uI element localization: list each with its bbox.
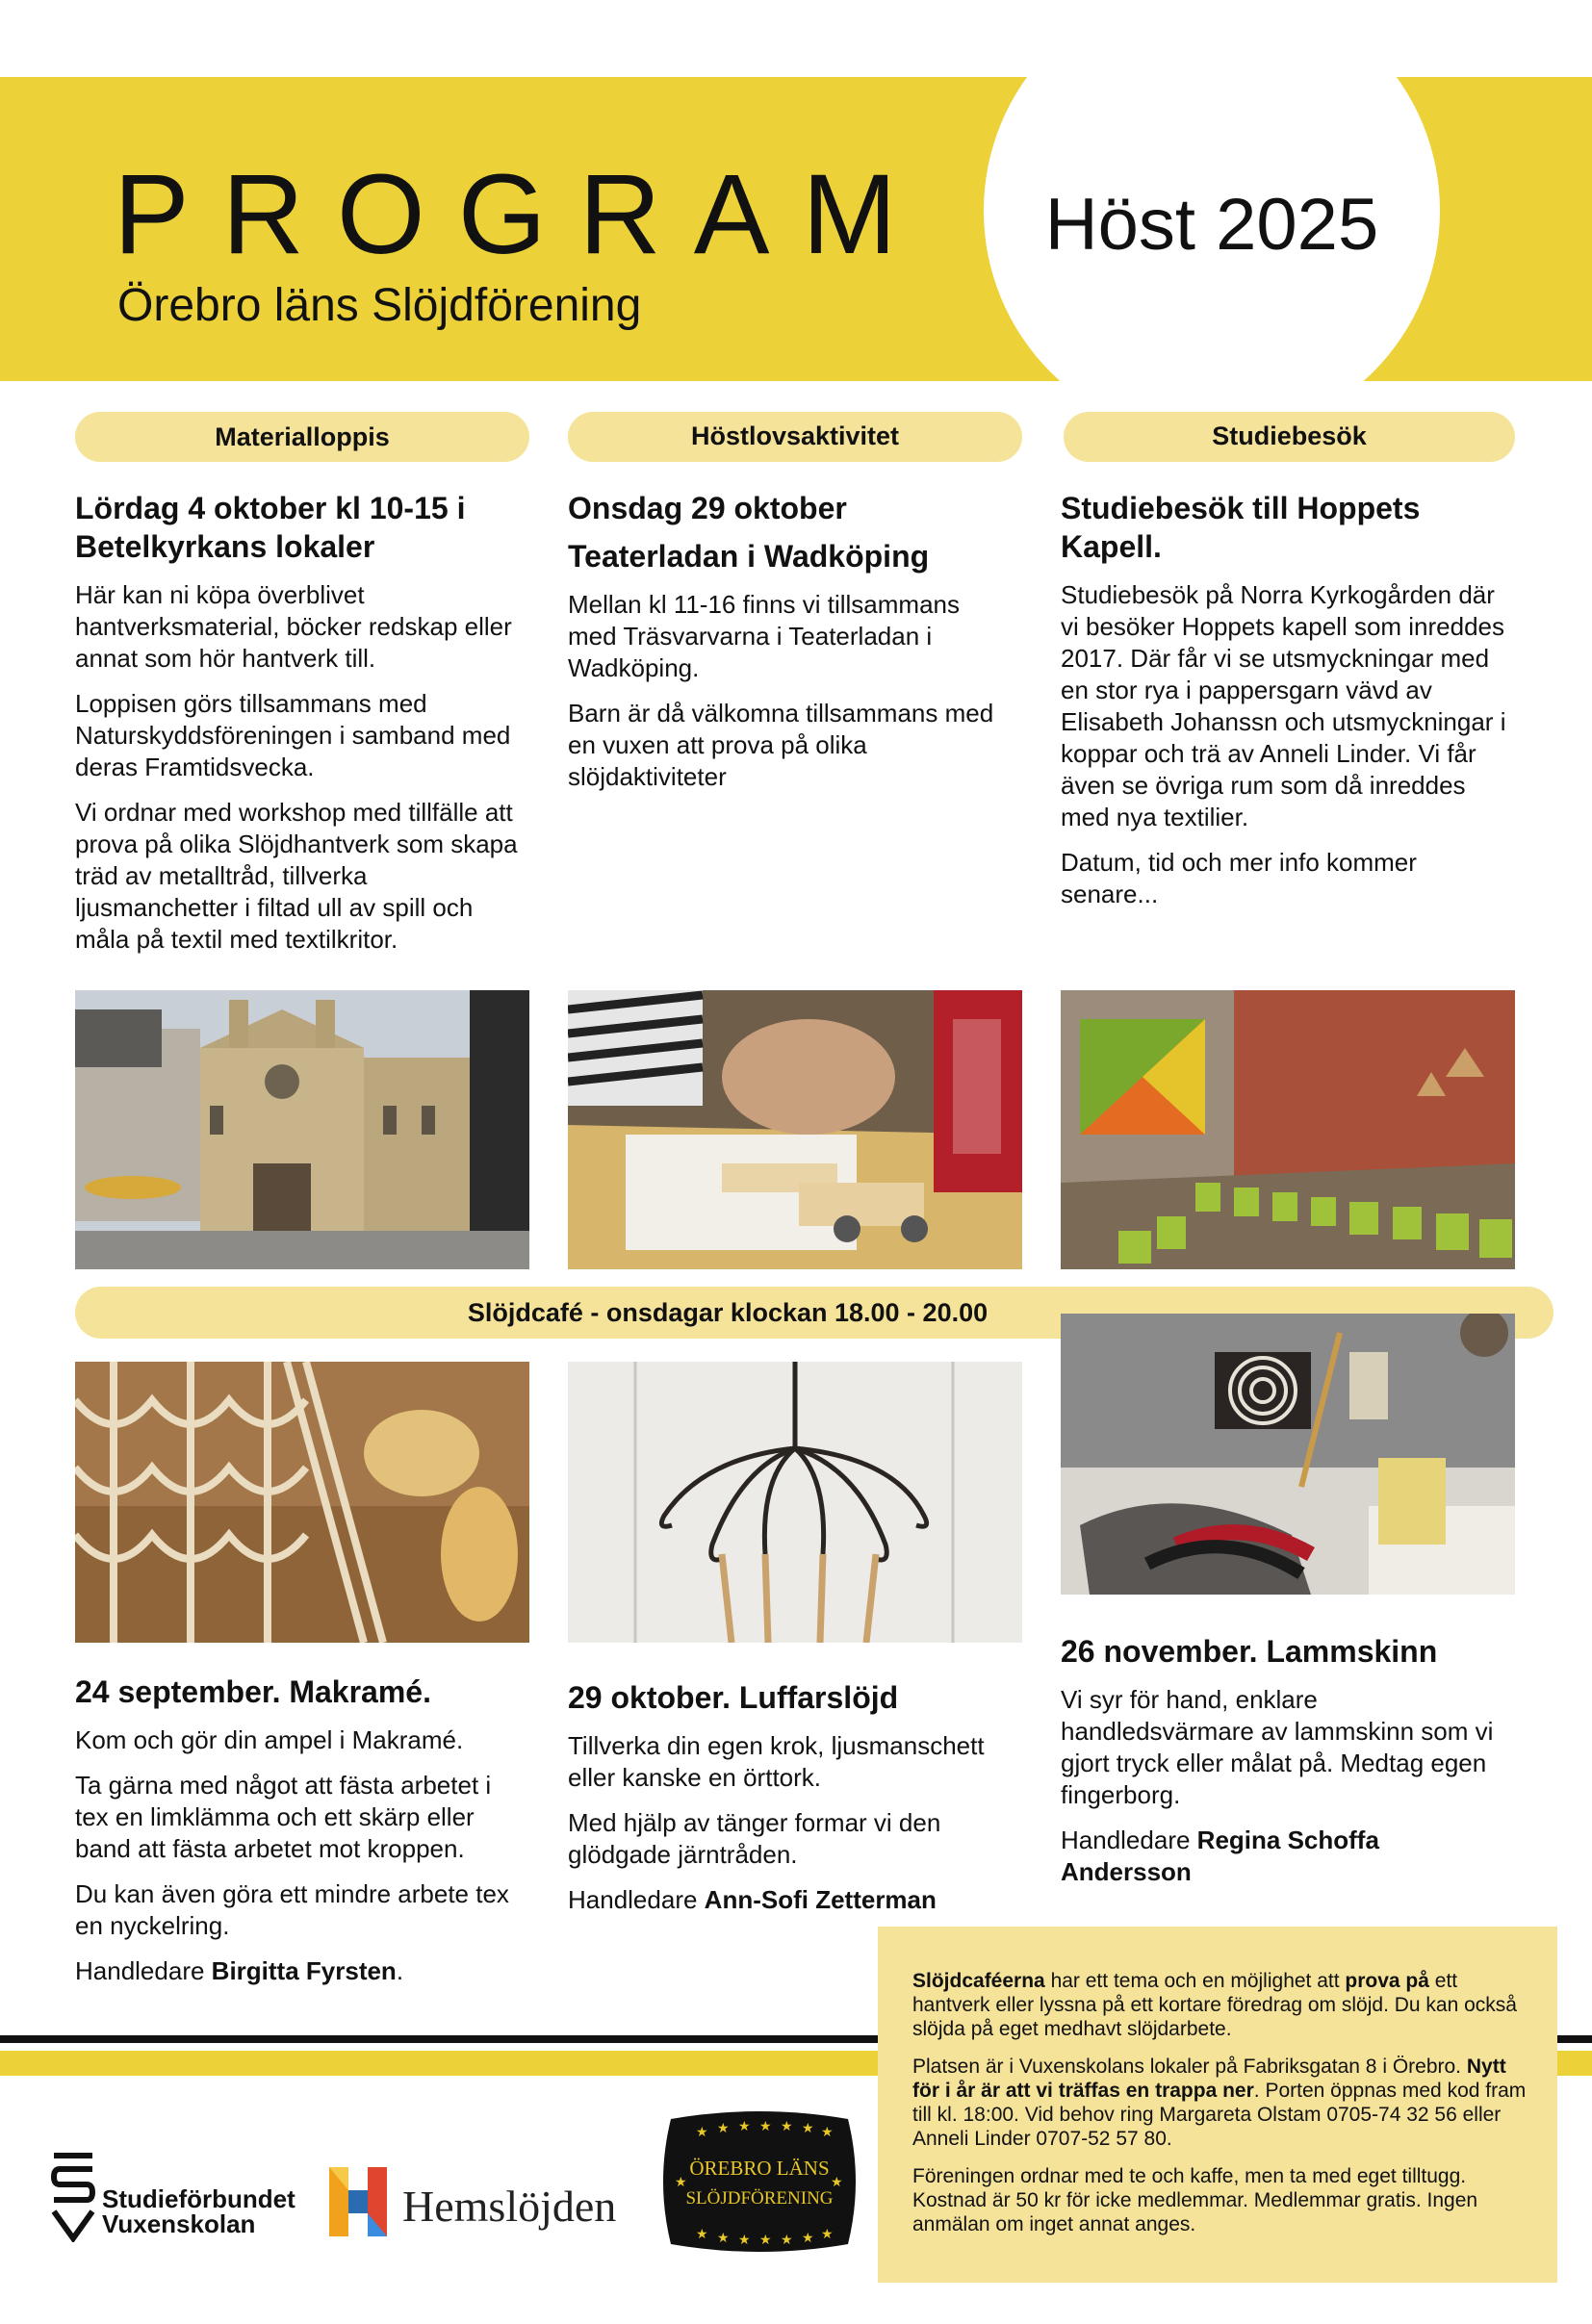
tag-hostlov: Höstlovsaktivitet <box>568 412 1022 462</box>
info-text: ett hantverk eller lyssna på ett kortare föredrag om slöjd. Du kan också slöjda på eget medhavt slöjdarbete. <box>912 1970 1517 2040</box>
info-text: . Porten öppnas med kod fram till kl. 18:00. Vid behov ring Margareta Olstam 0705-74 32 56 eller Anneli Linder 0707-52 57 80. <box>912 2080 1527 2150</box>
svg-text:★: ★ <box>675 2176 687 2190</box>
season-label: Höst 2025 <box>1044 184 1379 266</box>
svg-text:★: ★ <box>802 2232 814 2246</box>
session-heading: 24 september. Makramé. <box>75 1674 431 1709</box>
organization-name: Örebro läns Slöjdförening <box>117 280 642 331</box>
ols-line2: SLÖJDFÖRENING <box>685 2188 834 2209</box>
session-paragraph: Vi syr för hand, enklare handledsvärmare av lammskinn som vi gjort tryck eller målat på. Medtag egen fingerborg. <box>1061 1685 1494 1809</box>
session-heading: 26 november. Lammskinn <box>1061 1634 1438 1669</box>
hemslojden-logo <box>329 2163 637 2240</box>
event-heading: Lördag 4 oktober kl 10-15 i Betelkyrkans lokaler <box>75 491 466 564</box>
session-leader <box>75 1955 529 1987</box>
svg-text:★: ★ <box>717 2122 730 2136</box>
tag-studiebesok: Studiebesök <box>1064 412 1515 462</box>
svg-text:★: ★ <box>759 2120 772 2134</box>
leader-label: Handledare <box>1061 1826 1191 1854</box>
svg-text:★: ★ <box>738 2234 751 2248</box>
svg-text:★: ★ <box>759 2234 772 2248</box>
event-hostlov <box>568 489 1011 806</box>
event-studiebesok <box>1061 489 1513 924</box>
photo-makrame <box>75 1362 529 1643</box>
event-heading: Onsdag 29 oktober <box>568 491 847 525</box>
sv-line1: Studieförbundet <box>102 2184 295 2213</box>
event-heading: Studiebesök till Hoppets Kapell. <box>1061 491 1421 564</box>
info-paragraph-1 <box>912 1969 1530 2041</box>
photo-lammskinn <box>1061 1314 1515 1595</box>
session-paragraph: Kom och gör din ampel i Makramé. <box>75 1725 464 1754</box>
event-subheading: Teaterladan i Wadköping <box>568 539 930 574</box>
photo-hoppets-kapell <box>1061 990 1515 1269</box>
session-leader <box>568 1884 1022 1916</box>
session-luffarslojd <box>568 1678 1022 1929</box>
orebro-lans-slojdforening-logo <box>657 2109 861 2254</box>
leader-label: Handledare <box>75 1956 205 1985</box>
info-bold: Nytt för i år är att vi träffas en trappa ner <box>912 2056 1506 2102</box>
svg-text:★: ★ <box>821 2126 834 2140</box>
svg-text:★: ★ <box>802 2122 814 2136</box>
session-leader <box>1061 1825 1515 1888</box>
event-paragraph: Vi ordnar med workshop med tillfälle att prova på olika Slöjdhantverk som skapa träd av metalltråd, tillverka ljusmanchetter i filtad ull av spill och måla på textil med textilkritor. <box>75 798 518 954</box>
event-paragraph: Loppisen görs tillsammans med Naturskyddsföreningen i samband med deras Framtidsvecka. <box>75 689 511 781</box>
info-paragraph-3: Föreningen ordnar med te och kaffe, men ta med eget tilltugg. Kostnad är 50 kr för icke medlemmar. Medlemmar gratis. Ingen anmälan om inget annat anges. <box>912 2165 1478 2235</box>
leader-suffix: . <box>396 1956 404 1985</box>
info-bold: Slöjdcaféerna <box>912 1970 1045 1992</box>
svg-text:★: ★ <box>696 2126 708 2140</box>
tag-materialloppis: Materialloppis <box>75 412 529 462</box>
info-bold: prova på <box>1345 1970 1429 1992</box>
svg-text:★: ★ <box>831 2176 843 2190</box>
svg-text:★: ★ <box>738 2120 751 2134</box>
ols-line1: ÖREBRO LÄNS <box>689 2157 830 2180</box>
svg-text:★: ★ <box>781 2120 793 2134</box>
session-lammskinn <box>1061 1632 1515 1902</box>
session-paragraph: Du kan även göra ett mindre arbete tex en nyckelring. <box>75 1879 509 1940</box>
info-paragraph-2 <box>912 2055 1530 2151</box>
info-text: har ett tema och en möjlighet att <box>1044 1970 1346 1992</box>
leader-name: Regina Schoffa Andersson <box>1061 1826 1379 1886</box>
svg-text:★: ★ <box>696 2228 708 2242</box>
hemslojden-wordmark: Hemslöjden <box>402 2182 617 2231</box>
event-materialloppis <box>75 489 529 969</box>
leader-name: Birgitta Fyrsten <box>211 1956 397 1985</box>
session-paragraph: Ta gärna med något att fästa arbetet i tex en limklämma och ett skärp eller band att fästa arbetet mot kroppen. <box>75 1771 492 1863</box>
session-makrame <box>75 1673 529 2001</box>
event-paragraph: Här kan ni köpa överblivet hantverksmaterial, böcker redskap eller annat som hör hantverk till. <box>75 580 512 673</box>
svg-text:★: ★ <box>821 2228 834 2242</box>
event-paragraph: Datum, tid och mer info kommer senare... <box>1061 848 1417 908</box>
info-box <box>878 1927 1557 2283</box>
photo-teaterladan <box>568 990 1022 1269</box>
event-paragraph: Mellan kl 11-16 finns vi tillsammans med Träsvarvarna i Teaterladan i Wadköping. <box>568 590 960 682</box>
cafe-banner-label: Slöjdcafé - onsdagar klockan 18.00 - 20.00 <box>467 1297 989 1327</box>
event-paragraph: Barn är då välkomna tillsammans med en vuxen att prova på olika slöjdaktiviteter <box>568 699 994 791</box>
svg-text:★: ★ <box>717 2232 730 2246</box>
sv-line2: Vuxenskolan <box>102 2209 256 2238</box>
leader-label: Handledare <box>568 1885 698 1914</box>
photo-luffarslojd <box>568 1362 1022 1643</box>
page-title: PROGRAM <box>114 151 930 278</box>
session-paragraph: Med hjälp av tänger formar vi den glödgade järntråden. <box>568 1808 941 1869</box>
session-paragraph: Tillverka din egen krok, ljusmanschett eller kanske en örttork. <box>568 1731 985 1792</box>
session-heading: 29 oktober. Luffarslöjd <box>568 1680 899 1715</box>
studieforbundet-vuxenskolan-logo <box>50 2148 310 2242</box>
leader-name: Ann-Sofi Zetterman <box>704 1885 937 1914</box>
photo-betelkyrkan <box>75 990 529 1269</box>
info-text: Platsen är i Vuxenskolans lokaler på Fabriksgatan 8 i Örebro. <box>912 2056 1467 2078</box>
event-paragraph: Studiebesök på Norra Kyrkogården där vi besöker Hoppets kapell som inreddes 2017. Där får vi se utsmyckningar med en stor rya i pappersgarn vävd av Elisabeth Johanssn och utsmyckningar i koppar och trä av Anneli Linder. Vi får även se övriga rum som då inreddes med nya textilier. <box>1061 580 1506 831</box>
svg-text:★: ★ <box>781 2234 793 2248</box>
